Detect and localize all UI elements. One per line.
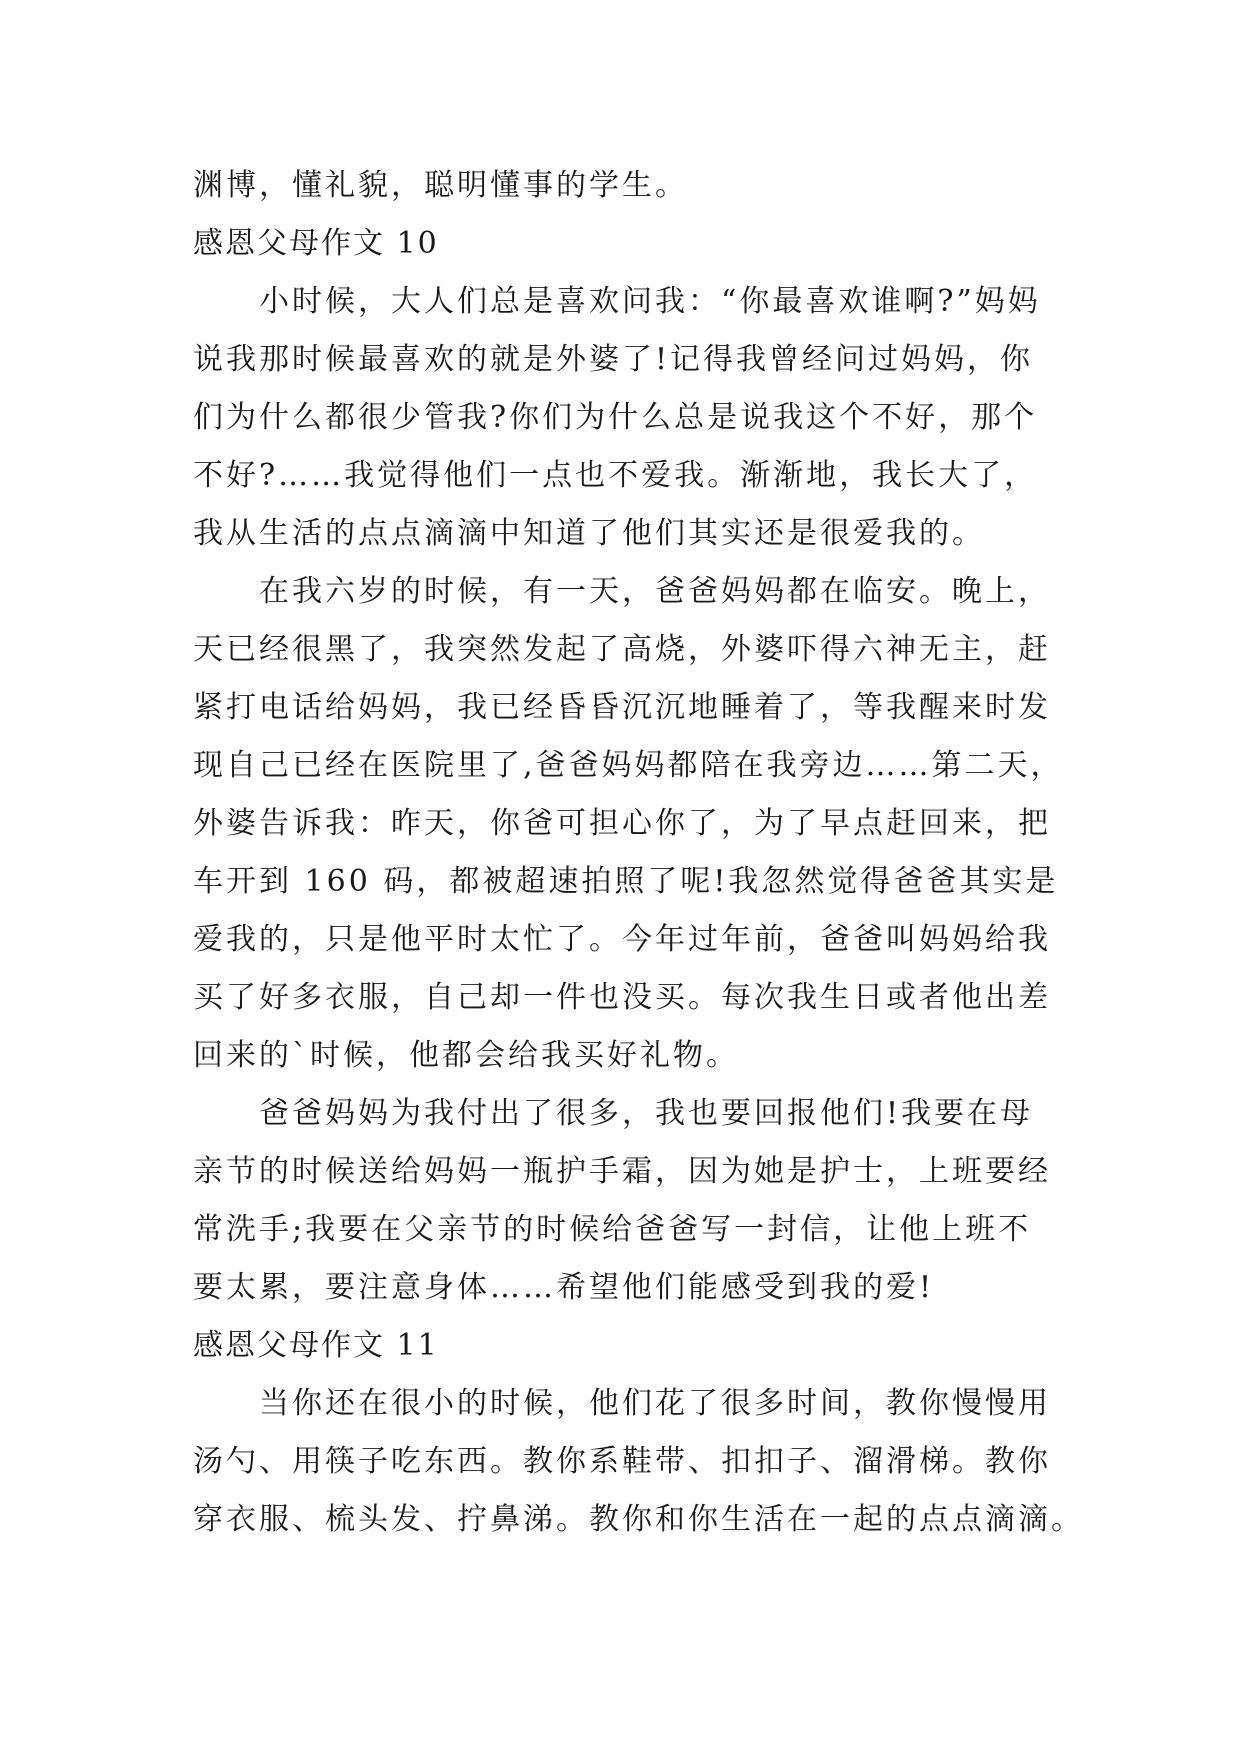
- text-line: 买了好多衣服，自己却一件也没买。每次我生日或者他出差: [193, 980, 1051, 1015]
- text-line: 爱我的，只是他平时太忙了。今年过年前，爸爸叫妈妈给我: [193, 922, 1051, 957]
- text-line: 汤勺、用筷子吃东西。教你系鞋带、扣扣子、溜滑梯。教你: [193, 1444, 1051, 1479]
- text-line: 们为什么都很少管我?你们为什么总是说我这个不好，那个: [193, 400, 1038, 435]
- paragraph-first-line: 小时候，大人们总是喜欢问我：“你最喜欢谁啊?”妈妈: [259, 284, 1041, 319]
- text-line: 要太累，要注意身体……希望他们能感受到我的爱!: [193, 1270, 935, 1305]
- text-line: 说我那时候最喜欢的就是外婆了!记得我曾经问过妈妈，你: [193, 342, 1034, 377]
- text-line: 车开到 160 码，都被超速拍照了呢!我忽然觉得爸爸其实是: [193, 864, 1059, 899]
- text-line: 外婆告诉我：昨天，你爸可担心你了，为了早点赶回来，把: [193, 806, 1051, 841]
- text-line: 常洗手;我要在父亲节的时候给爸爸写一封信，让他上班不: [193, 1212, 1032, 1247]
- paragraph-first-line: 当你还在很小的时候，他们花了很多时间，教你慢慢用: [259, 1386, 1051, 1421]
- text-line: 现自己已经在医院里了,爸爸妈妈都陪在我旁边……第二天，: [193, 748, 1064, 783]
- text-line: 天已经很黑了，我突然发起了高烧，外婆吓得六神无主，赶: [193, 632, 1051, 667]
- text-line: 穿衣服、梳头发、拧鼻涕。教你和你生活在一起的点点滴滴。: [193, 1502, 1084, 1537]
- text-line: 亲节的时候送给妈妈一瓶护手霜，因为她是护士，上班要经: [193, 1154, 1051, 1189]
- text-line: 不好?……我觉得他们一点也不爱我。渐渐地，我长大了，: [193, 458, 1038, 493]
- paragraph-first-line: 在我六岁的时候，有一天，爸爸妈妈都在临安。晚上，: [259, 574, 1051, 609]
- text-line: 渊博，懂礼貌，聪明懂事的学生。: [193, 168, 688, 203]
- section-heading: 感恩父母作文 11: [193, 1328, 439, 1363]
- text-line: 我从生活的点点滴滴中知道了他们其实还是很爱我的。: [193, 516, 985, 551]
- document-body: [193, 157, 1084, 1549]
- paragraph-first-line: 爸爸妈妈为我付出了很多，我也要回报他们!我要在母: [259, 1096, 1034, 1131]
- section-heading: 感恩父母作文 10: [193, 226, 439, 261]
- text-line: 回来的`时候，他都会给我买好礼物。: [193, 1038, 739, 1073]
- text-line: 紧打电话给妈妈，我已经昏昏沉沉地睡着了，等我醒来时发: [193, 690, 1051, 725]
